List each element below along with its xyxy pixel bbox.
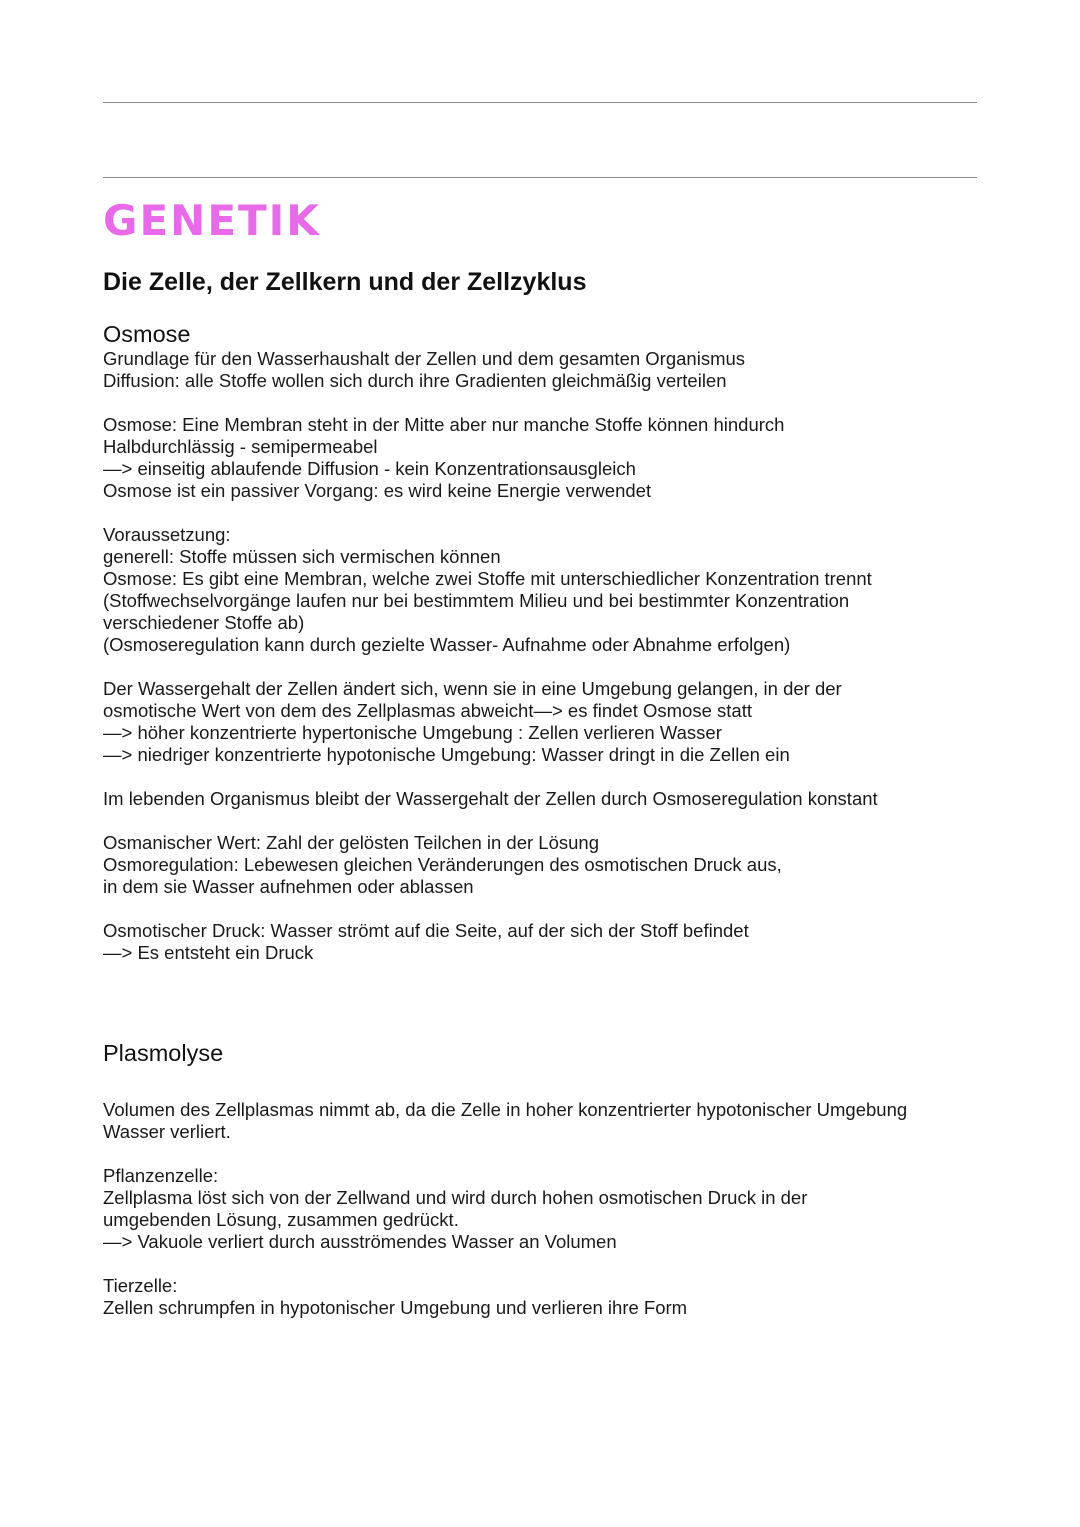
text-line: Halbdurchlässig - semipermeabel	[103, 436, 378, 457]
plasmolyse-section	[103, 1039, 993, 1319]
paragraph-gap	[103, 766, 993, 788]
text-line: Osmose ist ein passiver Vorgang: es wird keine Energie verwendet	[103, 480, 652, 501]
text-line: —> einseitig ablaufende Diffusion - kein Konzentrationsausgleich	[103, 458, 636, 479]
osmose-body	[103, 348, 993, 964]
text-line: Osmanischer Wert: Zahl der gelösten Teilchen in der Lösung	[103, 832, 599, 853]
text-line: —> niedriger konzentrierte hypotonische Umgebung: Wasser dringt in die Zellen ein	[103, 744, 790, 765]
text-line: —> höher konzentrierte hypertonische Umgebung : Zellen verlieren Wasser	[103, 722, 722, 743]
second-divider	[103, 177, 977, 178]
text-line: Zellplasma löst sich von der Zellwand und wird durch hohen osmotischen Druck in der	[103, 1187, 808, 1208]
text-line: Pflanzenzelle:	[103, 1165, 219, 1186]
paragraph-gap	[103, 810, 993, 832]
text-line: Tierzelle:	[103, 1275, 178, 1296]
subject-title: GENETIK	[103, 196, 321, 245]
text-line: in dem sie Wasser aufnehmen oder ablassen	[103, 876, 474, 897]
text-line: —> Vakuole verliert durch ausströmendes Wasser an Volumen	[103, 1231, 617, 1252]
plasmolyse-title: Plasmolyse	[103, 1040, 224, 1066]
text-line: (Osmoseregulation kann durch gezielte Wasser- Aufnahme oder Abnahme erfolgen)	[103, 634, 791, 655]
text-line: —> Es entsteht ein Druck	[103, 942, 314, 963]
osmose-title: Osmose	[103, 321, 191, 347]
plasmolyse-spacer	[103, 1067, 993, 1099]
paragraph-gap	[103, 656, 993, 678]
paragraph-gap	[103, 502, 993, 524]
text-line: Volumen des Zellplasmas nimmt ab, da die Zelle in hoher konzentrierter hypotonischer Umgebung	[103, 1099, 908, 1120]
osmose-section	[103, 320, 993, 964]
text-line: generell: Stoffe müssen sich vermischen können	[103, 546, 501, 567]
page-title: Die Zelle, der Zellkern und der Zellzyklus	[103, 268, 587, 296]
text-line: Der Wassergehalt der Zellen ändert sich, wenn sie in eine Umgebung gelangen, in der der	[103, 678, 842, 699]
text-line: Zellen schrumpfen in hypotonischer Umgebung und verlieren ihre Form	[103, 1297, 688, 1318]
paragraph-gap	[103, 1253, 993, 1275]
text-line: Osmotischer Druck: Wasser strömt auf die Seite, auf der sich der Stoff befindet	[103, 920, 749, 941]
text-line: umgebenden Lösung, zusammen gedrückt.	[103, 1209, 459, 1230]
text-line: Osmose: Es gibt eine Membran, welche zwei Stoffe mit unterschiedlicher Konzentration trennt	[103, 568, 872, 589]
text-line: Osmoregulation: Lebewesen gleichen Veränderungen des osmotischen Druck aus,	[103, 854, 782, 875]
top-divider	[103, 102, 977, 103]
text-line: (Stoffwechselvorgänge laufen nur bei bestimmtem Milieu und bei bestimmter Konzentration	[103, 590, 850, 611]
text-line: Osmose: Eine Membran steht in der Mitte aber nur manche Stoffe können hindurch	[103, 414, 785, 435]
text-line: Wasser verliert.	[103, 1121, 231, 1142]
text-line: Diffusion: alle Stoffe wollen sich durch ihre Gradienten gleichmäßig verteilen	[103, 370, 727, 391]
text-line: Grundlage für den Wasserhaushalt der Zellen und dem gesamten Organismus	[103, 348, 746, 369]
text-line: Voraussetzung:	[103, 524, 231, 545]
text-line: verschiedener Stoffe ab)	[103, 612, 305, 633]
paragraph-gap	[103, 1143, 993, 1165]
text-line: osmotische Wert von dem des Zellplasmas abweicht—> es findet Osmose statt	[103, 700, 752, 721]
paragraph-gap	[103, 392, 993, 414]
paragraph-gap	[103, 898, 993, 920]
text-line: Im lebenden Organismus bleibt der Wassergehalt der Zellen durch Osmoseregulation konstant	[103, 788, 878, 809]
plasmolyse-body	[103, 1099, 993, 1319]
